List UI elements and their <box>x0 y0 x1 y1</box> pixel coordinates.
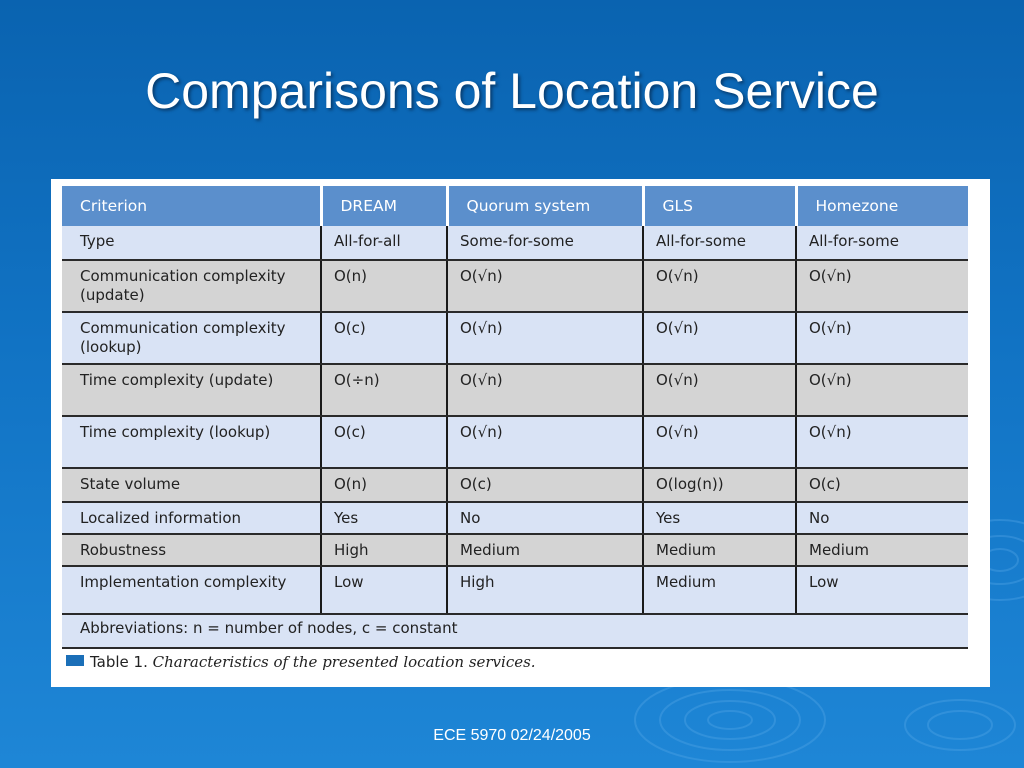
caption-label: Table 1. <box>90 653 148 671</box>
criterion-cell: Communication complexity (update) <box>62 260 321 312</box>
table-row <box>62 468 968 502</box>
criterion-cell: Type <box>62 226 321 260</box>
quorum-cell: Medium <box>447 534 643 566</box>
table-row <box>62 502 968 534</box>
table-image-panel <box>51 179 990 687</box>
location-service-comparison-table <box>62 186 968 649</box>
table-row <box>62 534 968 566</box>
dream-cell: Low <box>321 566 447 614</box>
header-criterion: Criterion <box>62 186 321 226</box>
dream-cell: O(c) <box>321 312 447 364</box>
gls-cell: O(√n) <box>643 364 796 416</box>
quorum-cell: Some-for-some <box>447 226 643 260</box>
criterion-cell: Localized information <box>62 502 321 534</box>
dream-cell: O(÷n) <box>321 364 447 416</box>
gls-cell: Medium <box>643 534 796 566</box>
abbreviations-row <box>62 614 968 648</box>
header-quorum-system: Quorum system <box>447 186 643 226</box>
table-row <box>62 260 968 312</box>
quorum-cell: O(√n) <box>447 312 643 364</box>
header-gls: GLS <box>643 186 796 226</box>
gls-cell: Medium <box>643 566 796 614</box>
caption-text: Characteristics of the presented location services. <box>152 653 536 671</box>
quorum-cell: O(√n) <box>447 364 643 416</box>
gls-cell: O(√n) <box>643 260 796 312</box>
gls-cell: All-for-some <box>643 226 796 260</box>
quorum-cell: O(√n) <box>447 260 643 312</box>
dream-cell: O(n) <box>321 260 447 312</box>
quorum-cell: High <box>447 566 643 614</box>
homezone-cell: O(√n) <box>796 312 968 364</box>
gls-cell: Yes <box>643 502 796 534</box>
abbreviations-note: Abbreviations: n = number of nodes, c = constant <box>62 614 968 648</box>
criterion-cell: Time complexity (update) <box>62 364 321 416</box>
gls-cell: O(log(n)) <box>643 468 796 502</box>
homezone-cell: No <box>796 502 968 534</box>
criterion-cell: Implementation complexity <box>62 566 321 614</box>
quorum-cell: O(√n) <box>447 416 643 468</box>
criterion-cell: Time complexity (lookup) <box>62 416 321 468</box>
caption-square-icon <box>66 655 84 666</box>
criterion-cell: Communication complexity (lookup) <box>62 312 321 364</box>
dream-cell: High <box>321 534 447 566</box>
table-row <box>62 416 968 468</box>
dream-cell: O(c) <box>321 416 447 468</box>
gls-cell: O(√n) <box>643 416 796 468</box>
slide-title: Comparisons of Location Service <box>145 63 879 119</box>
table-row <box>62 566 968 614</box>
dream-cell: All-for-all <box>321 226 447 260</box>
criterion-cell: State volume <box>62 468 321 502</box>
table-caption <box>66 653 536 671</box>
header-dream: DREAM <box>321 186 447 226</box>
homezone-cell: O(√n) <box>796 260 968 312</box>
dream-cell: O(n) <box>321 468 447 502</box>
quorum-cell: O(c) <box>447 468 643 502</box>
homezone-cell: All-for-some <box>796 226 968 260</box>
homezone-cell: O(√n) <box>796 364 968 416</box>
gls-cell: O(√n) <box>643 312 796 364</box>
homezone-cell: O(c) <box>796 468 968 502</box>
table-row <box>62 226 968 260</box>
slide-footer: ECE 5970 02/24/2005 <box>433 727 591 744</box>
header-homezone: Homezone <box>796 186 968 226</box>
homezone-cell: Low <box>796 566 968 614</box>
homezone-cell: O(√n) <box>796 416 968 468</box>
homezone-cell: Medium <box>796 534 968 566</box>
quorum-cell: No <box>447 502 643 534</box>
dream-cell: Yes <box>321 502 447 534</box>
header-row <box>62 186 968 226</box>
table-row <box>62 312 968 364</box>
criterion-cell: Robustness <box>62 534 321 566</box>
table-row <box>62 364 968 416</box>
